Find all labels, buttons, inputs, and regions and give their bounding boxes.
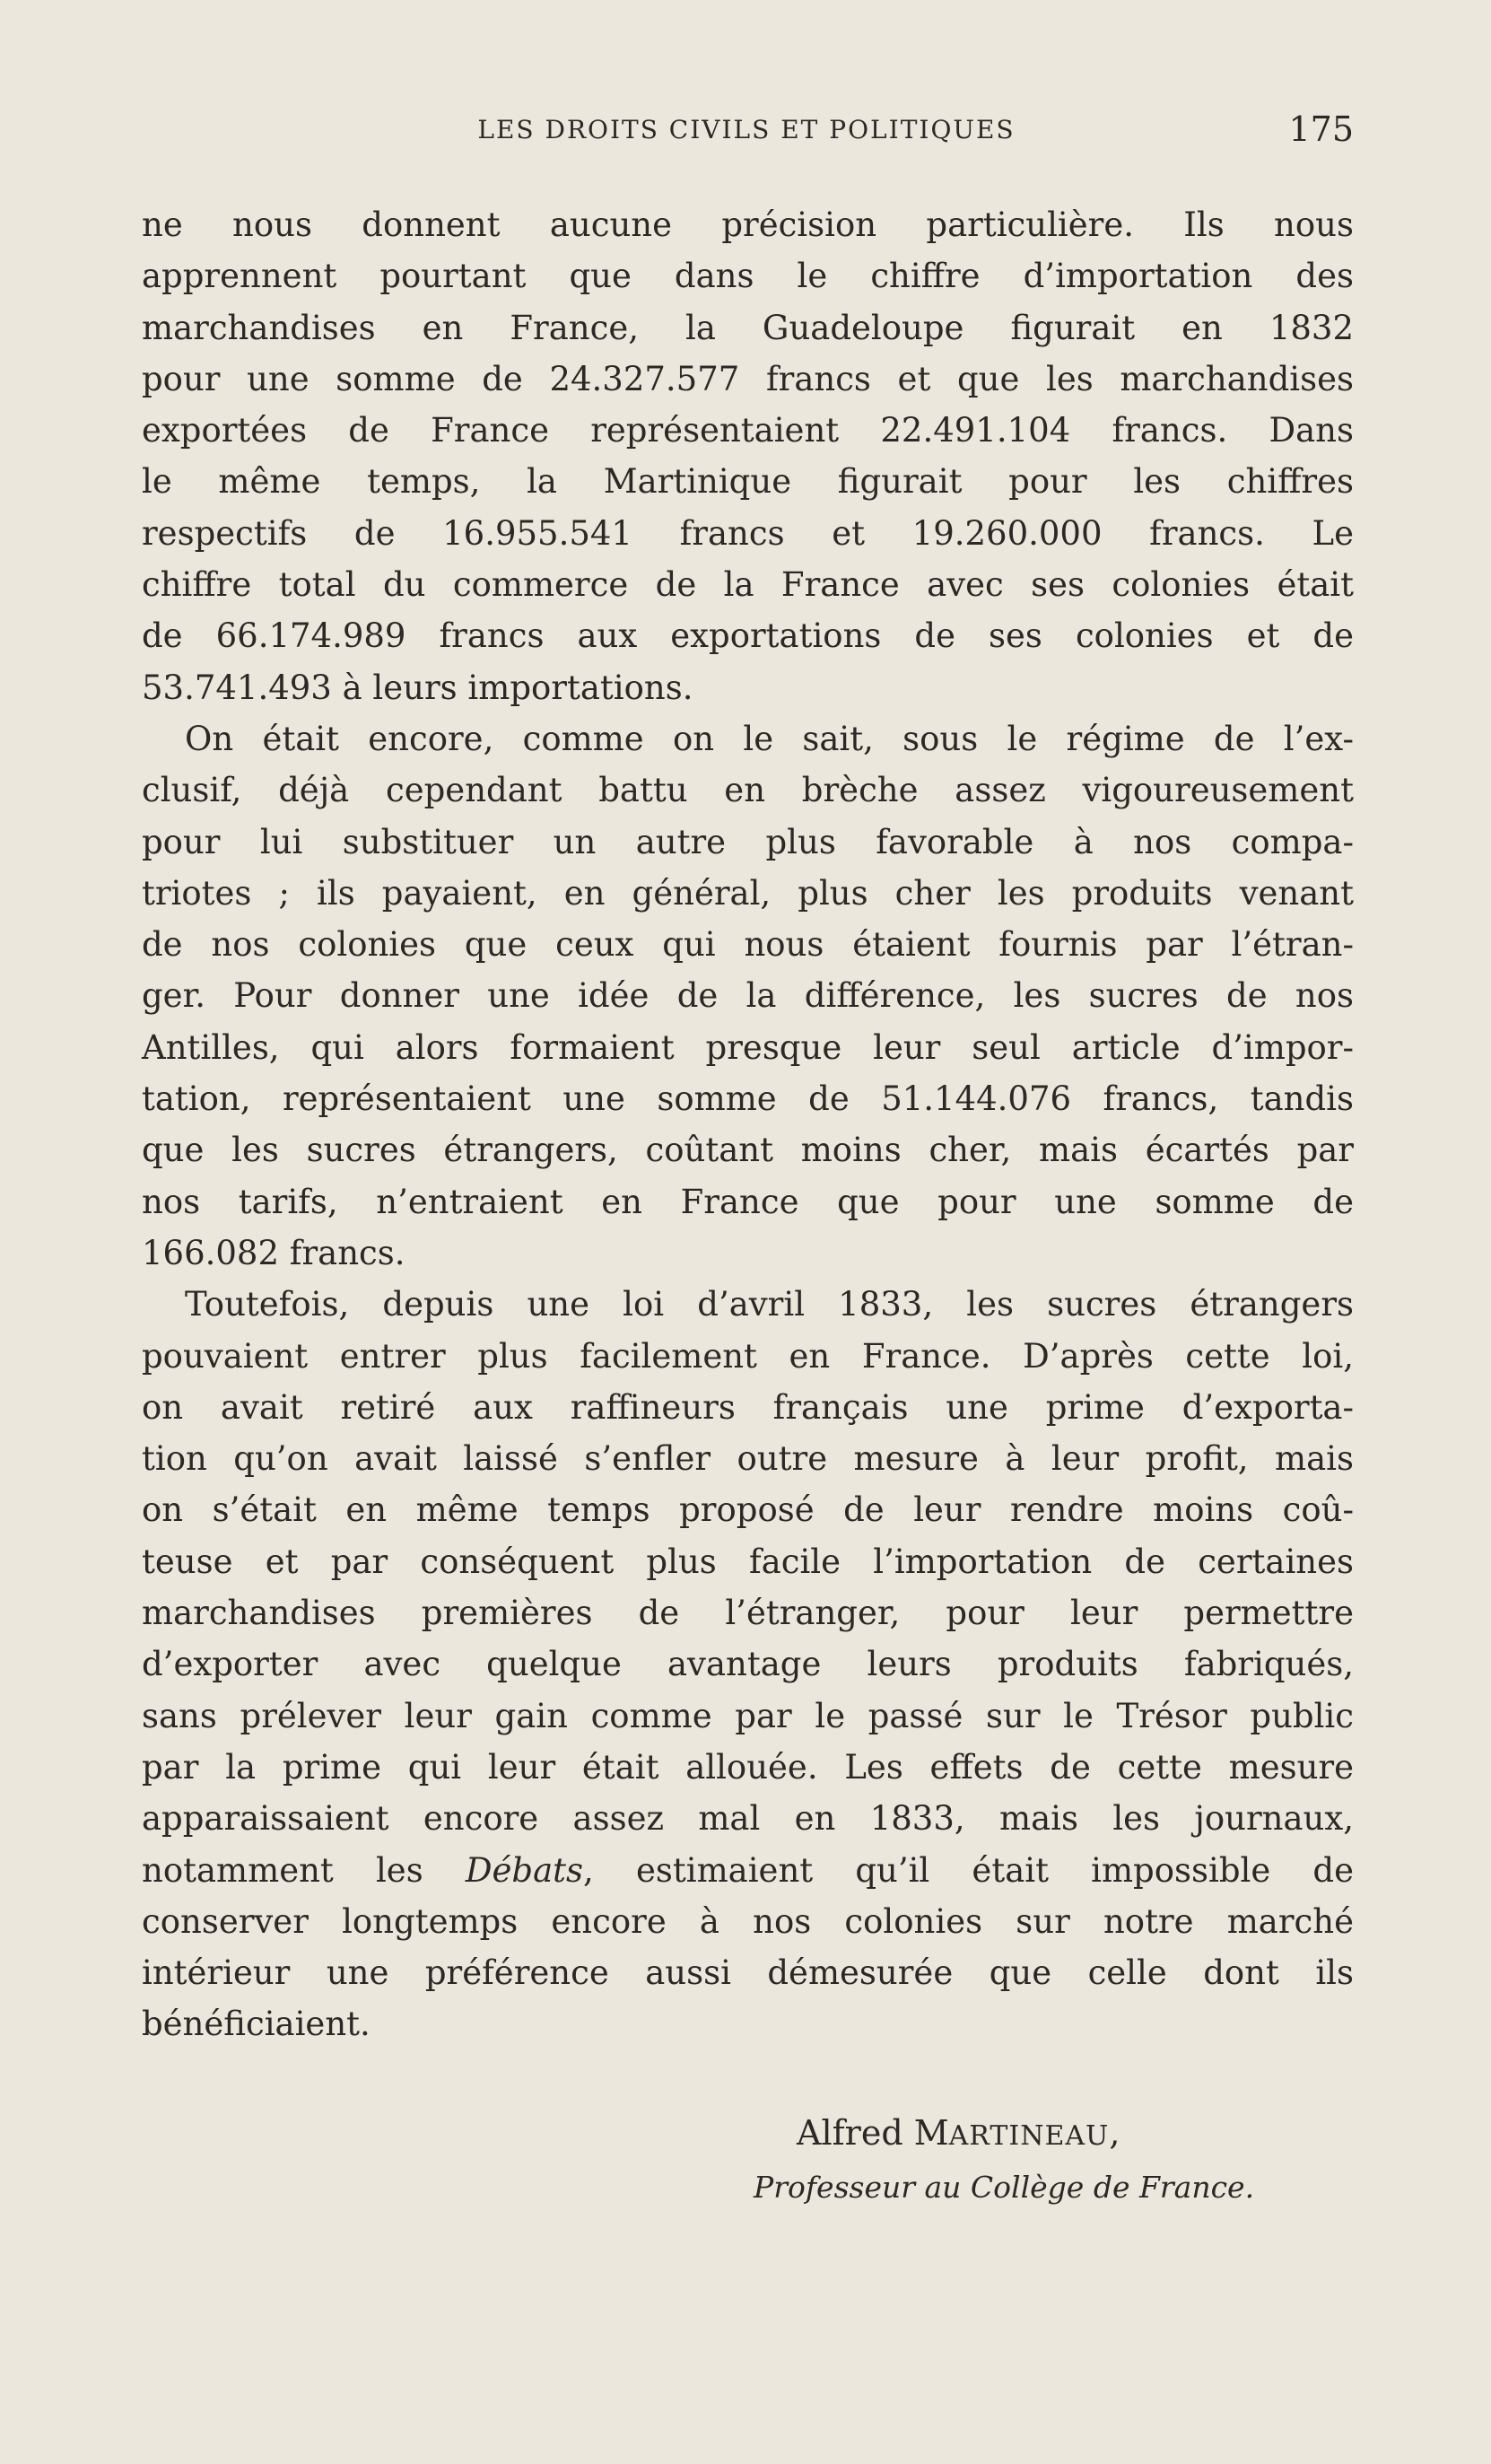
- signature-first: Alfred M: [797, 2113, 949, 2153]
- text-line: Toutefois, depuis une loi d’avril 1833, les sucres étrangers: [185, 1285, 1354, 1324]
- text-line: conserver longtemps encore à nos colonies sur notre marché: [142, 1901, 1354, 1941]
- text-line: chiffre total du commerce de la France avec ses colonies était: [142, 565, 1354, 605]
- text-line: de 66.174.989 francs aux exportations de ses colonies et de: [142, 616, 1354, 656]
- text-line: marchandises en France, la Guadeloupe figurait en 1832: [142, 308, 1354, 347]
- text-line: 166.082 francs.: [142, 1233, 405, 1272]
- text-line: par la prime qui leur était allouée. Les effets de cette mesure: [142, 1747, 1354, 1787]
- text-line: de nos colonies que ceux qui nous étaient fournis par l’étran-: [142, 925, 1354, 965]
- text-line: pouvaient entrer plus facilement en France. D’après cette loi,: [142, 1336, 1354, 1376]
- text-line: exportées de France représentaient 22.491.104 francs. Dans: [142, 411, 1354, 450]
- text-line: Antilles, qui alors formaient presque leur seul article d’impor-: [142, 1027, 1354, 1067]
- text-line: pour lui substituer un autre plus favorable à nos compa-: [142, 822, 1354, 861]
- text-line: que les sucres étrangers, coûtant moins cher, mais écartés par: [142, 1131, 1354, 1170]
- text-line: respectifs de 16.955.541 francs et 19.260.000 francs. Le: [142, 513, 1354, 553]
- page-number: 175: [1288, 109, 1354, 149]
- text-line: teuse et par conséquent plus facile l’importation de certaines: [142, 1542, 1354, 1581]
- signature-surname: ARTINEAU: [948, 2120, 1110, 2152]
- text-line: apprennent pourtant que dans le chiffre d’importation des: [142, 257, 1354, 296]
- text-line: pour une somme de 24.327.577 francs et que les marchandises: [142, 359, 1354, 398]
- text-line: d’exporter avec quelque avantage leurs produits fabriqués,: [142, 1645, 1354, 1684]
- text-line: apparaissaient encore assez mal en 1833, mais les journaux,: [142, 1799, 1354, 1839]
- signature-title: Professeur au Collège de France.: [754, 2170, 1255, 2205]
- text-segment: notamment les: [142, 1850, 466, 1890]
- text-line: marchandises premières de l’étranger, pour leur permettre: [142, 1594, 1354, 1633]
- body-text: [142, 199, 1354, 2050]
- text-line: 53.741.493 à leurs importations.: [142, 668, 693, 707]
- signature-comma: ,: [1109, 2113, 1120, 2153]
- text-line-debats: [142, 1845, 1354, 1896]
- text-segment: , estimaient qu’il était impossible de: [583, 1850, 1354, 1890]
- text-line: nos tarifs, n’entraient en France que pour une somme de: [142, 1182, 1354, 1221]
- text-line: ger. Pour donner une idée de la différence, les sucres de nos: [142, 976, 1354, 1016]
- text-line: le même temps, la Martinique figurait pour les chiffres: [142, 462, 1354, 502]
- text-line: On était encore, comme on le sait, sous le régime de l’ex-: [185, 719, 1354, 758]
- text-line: tation, représentaient une somme de 51.144.076 francs, tandis: [142, 1079, 1354, 1119]
- text-line: ne nous donnent aucune précision particulière. Ils nous: [142, 205, 1354, 244]
- text-line: intérieur une préférence aussi démesurée que celle dont ils: [142, 1953, 1354, 1993]
- text-line: bénéficiaient.: [142, 2005, 371, 2044]
- text-line: tion qu’on avait laissé s’enfler outre mesure à leur profit, mais: [142, 1439, 1354, 1479]
- text-line: clusif, déjà cependant battu en brèche assez vigoureusement: [142, 771, 1354, 810]
- journal-title: Débats: [465, 1850, 584, 1890]
- text-line: sans prélever leur gain comme par le passé sur le Trésor public: [142, 1696, 1354, 1735]
- text-line: on s’était en même temps proposé de leur rendre moins coû-: [142, 1490, 1354, 1530]
- running-head: LES DROITS CIVILS ET POLITIQUES: [477, 115, 1016, 144]
- signature-name: [797, 2113, 1120, 2153]
- text-line: triotes ; ils payaient, en général, plus cher les produits venant: [142, 873, 1354, 913]
- text-line: on avait retiré aux raffineurs français une prime d’exporta-: [142, 1387, 1354, 1427]
